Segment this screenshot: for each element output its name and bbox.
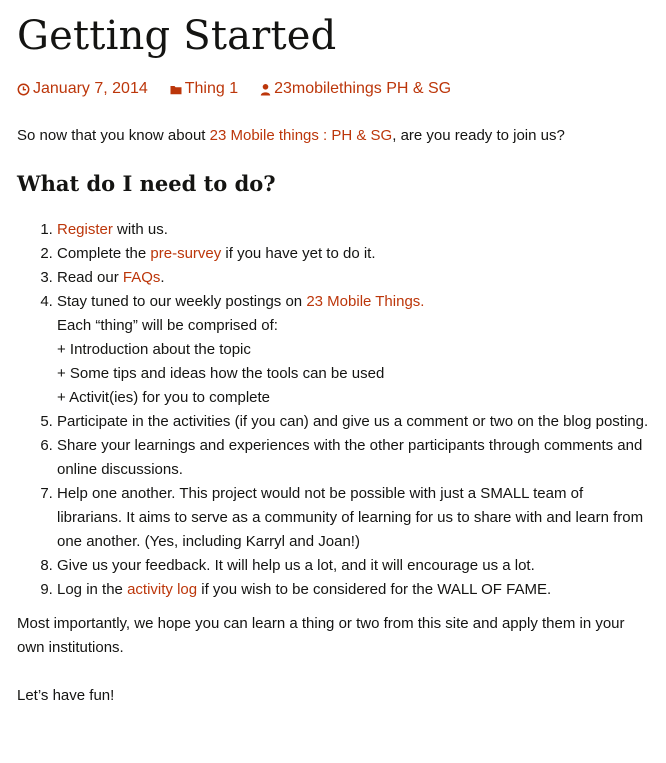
intro-paragraph xyxy=(17,124,650,148)
step-text: . xyxy=(160,269,165,286)
intro-text-after: , are you ready to join us? xyxy=(392,127,565,144)
faqs-link[interactable]: FAQs xyxy=(122,269,161,286)
list-item: 8. Give us your feedback. It will help us a lot, and it will encourage us a lot. xyxy=(57,554,650,578)
23-mobile-things-link[interactable]: 23 Mobile Things. xyxy=(306,293,425,310)
user-icon xyxy=(260,83,271,96)
thing-structure-line: + Introduction about the topic xyxy=(57,341,251,358)
list-item xyxy=(57,266,650,290)
list-item: 6. Share your learnings and experiences with the other participants through comments and online discussions. xyxy=(57,434,650,482)
post-author-link[interactable]: 23mobilethings PH & SG xyxy=(274,80,452,97)
list-item xyxy=(57,578,650,602)
step-text: if you have yet to do it. xyxy=(221,245,376,262)
list-item: 5. Participate in the activities (if you can) and give us a comment or two on the blog posting. xyxy=(57,410,650,434)
register-link[interactable]: Register xyxy=(57,221,113,238)
section-heading: What do I need to do? xyxy=(17,171,276,196)
intro-text-before: So now that you know about xyxy=(17,127,210,144)
post-author xyxy=(260,80,451,98)
list-item: 7. Help one another. This project would not be possible with just a SMALL team of librarians. It aims to serve as a community of learning for us to share with and learn from one another. (Yes, including Karryl and Joan!) xyxy=(57,482,650,554)
step-text: if you wish to be considered for the WALL OF FAME. xyxy=(197,581,552,598)
list-item xyxy=(57,290,650,410)
steps-list xyxy=(17,218,650,602)
step-text: Stay tuned to our weekly postings on xyxy=(57,293,307,310)
closing-line: Let’s have fun! xyxy=(17,687,115,704)
post-meta xyxy=(17,78,650,100)
post-category xyxy=(170,80,238,98)
about-23-mobile-things-link[interactable]: 23 Mobile things : PH & SG xyxy=(209,127,393,144)
clock-icon xyxy=(17,83,30,96)
step-text: Log in the xyxy=(57,581,128,598)
activity-log-link[interactable]: activity log xyxy=(127,581,198,598)
pre-survey-link[interactable]: pre-survey xyxy=(150,245,222,262)
outro-paragraph: Most importantly, we hope you can learn a thing or two from this site and apply them in your own institutions. xyxy=(17,615,625,656)
list-item xyxy=(57,242,650,266)
post-date-link[interactable]: January 7, 2014 xyxy=(33,80,148,97)
list-item xyxy=(57,218,650,242)
thing-structure-line: Each “thing” will be comprised of: xyxy=(57,317,278,334)
thing-structure-line: + Some tips and ideas how the tools can be used xyxy=(57,365,385,382)
step-text: Read our xyxy=(57,269,123,286)
step-text: with us. xyxy=(112,221,168,238)
folder-icon xyxy=(170,84,182,95)
post-article xyxy=(0,14,666,708)
step-text: Complete the xyxy=(57,245,151,262)
page-title: Getting Started xyxy=(17,13,337,59)
post-date xyxy=(17,80,148,98)
thing-structure-line: + Activit(ies) for you to complete xyxy=(57,389,271,406)
post-category-link[interactable]: Thing 1 xyxy=(184,80,239,97)
